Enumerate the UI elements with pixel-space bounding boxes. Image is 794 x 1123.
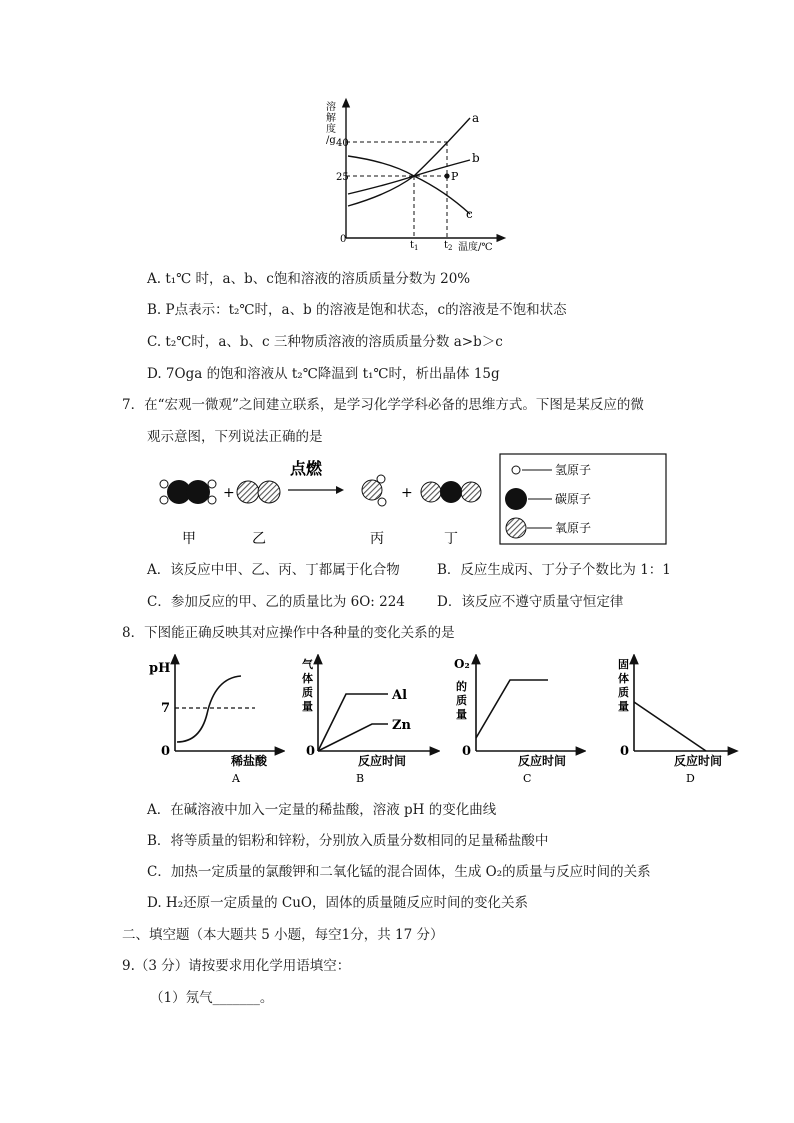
point-p: [444, 173, 449, 178]
graph-c-origin: 0: [462, 744, 472, 759]
label-jia: 甲: [182, 531, 196, 547]
q7-stem-line1: 7．在“宏观一微观”之间建立联系，是学习化学学科必备的思维方式。下图是某反应的微: [122, 397, 644, 413]
q8-stem: 8．下图能正确反映其对应操作中各种量的变化关系的是: [122, 625, 455, 641]
q8-option-c: C．加热一定质量的氯酸钾和二氧化锰的混合固体，生成 O₂的质量与反应时间的关系: [147, 864, 651, 880]
legend-carbon: 碳原子: [555, 492, 592, 506]
reaction-diagram: [150, 452, 670, 548]
q7-stem-line2: 观示意图，下列说法正确的是: [147, 429, 323, 445]
graph-a: [145, 654, 285, 784]
y-axis-label-3: 度: [326, 124, 336, 135]
y-tick-40: 40: [336, 138, 349, 149]
graph-a-y7: 7: [161, 701, 171, 716]
label-bing: 丙: [370, 531, 384, 547]
q8-option-a: A．在碱溶液中加入一定量的稀盐酸，溶液 pH 的变化曲线: [147, 802, 497, 818]
graph-c-line: [476, 680, 548, 738]
section-2-heading: 二、填空题（本大题共 5 小题，每空1分，共 17 分）: [122, 927, 444, 943]
reaction-condition: 点燃: [290, 459, 323, 478]
graph-b-caption: B: [356, 772, 365, 784]
x-axis-label: 温度/℃: [458, 242, 493, 253]
solubility-graph: [310, 96, 510, 256]
graph-c-ylabel-top: O₂: [454, 657, 470, 671]
graph-b-al-label: Al: [392, 688, 408, 703]
graph-a-caption: A: [232, 772, 240, 784]
q7-option-b: B．反应生成丙、丁分子个数比为 1：1: [437, 562, 671, 578]
graph-c: [446, 654, 586, 784]
legend-hydrogen: 氢原子: [555, 463, 592, 477]
graph-a-ylabel: pH: [149, 661, 171, 676]
y-axis-label-4: /g: [326, 135, 336, 146]
plus-1: +: [223, 485, 235, 501]
graph-b-ylabel-2: 体: [302, 672, 313, 685]
q7-option-a: A．该反应中甲、乙、丙、丁都属于化合物: [147, 562, 400, 578]
molecule-bing: [362, 475, 386, 506]
origin-label: 0: [340, 234, 347, 245]
point-p-label: P: [451, 170, 459, 183]
curve-a-label: a: [472, 111, 480, 125]
q6-option-a: A. t₁℃ 时，a、b、c饱和溶液的溶质质量分数为 20%: [147, 271, 471, 287]
graph-c-xlabel: 反应时间: [518, 754, 567, 768]
graph-d-line: [634, 702, 706, 751]
q6-option-c: C. t₂℃时，a、b、c 三种物质溶液的溶质质量分数 a>b＞c: [147, 334, 503, 350]
graph-b-origin: 0: [306, 744, 316, 759]
graph-a-origin: 0: [161, 744, 171, 759]
graph-c-ylabel-3: 量: [456, 708, 467, 721]
graph-c-caption: C: [523, 772, 532, 784]
q8-option-b: B．将等质量的铝粉和锌粉，分别放入质量分数相同的足量稀盐酸中: [147, 833, 549, 849]
graph-d-ylabel-4: 量: [618, 700, 629, 713]
molecule-jia: [160, 480, 216, 504]
graph-b-xlabel: 反应时间: [358, 754, 407, 768]
graph-a-curve: [177, 676, 241, 742]
graph-d: [594, 654, 744, 784]
q6-option-d: D. 7Oga 的饱和溶液从 t₂℃降温到 t₁℃时，析出晶体 15g: [147, 366, 500, 382]
graph-b-al-line: [318, 694, 388, 751]
graph-b-ylabel-3: 质: [302, 686, 313, 699]
x-tick-t2: $t_2$: [444, 240, 453, 252]
curve-c-label: c: [466, 207, 473, 221]
graph-d-origin: 0: [620, 744, 630, 759]
graph-d-caption: D: [686, 772, 695, 784]
graph-d-ylabel-2: 体: [618, 672, 629, 685]
plus-2: +: [401, 485, 413, 501]
y-axis-label-1: 溶: [326, 102, 336, 113]
graph-a-xlabel: 稀盐酸: [231, 754, 268, 768]
graph-b-ylabel-4: 量: [302, 700, 313, 713]
q7-option-d: D．该反应不遵守质量守恒定律: [437, 594, 624, 610]
graph-d-xlabel: 反应时间: [674, 754, 723, 768]
label-yi: 乙: [252, 531, 266, 547]
q6-option-b: B. P点表示：t₂℃时，a、b 的溶液是饱和状态，c的溶液是不饱和状态: [147, 302, 567, 318]
graph-c-ylabel-2: 质: [456, 694, 467, 707]
q9-item-1: （1）氖气_______。: [150, 990, 274, 1006]
q7-option-c: C．参加反应的甲、乙的质量比为 6O: 224: [147, 594, 405, 610]
y-tick-25: 25: [336, 172, 349, 183]
molecule-yi: [237, 481, 280, 503]
graph-b: [300, 654, 440, 784]
label-ding: 丁: [444, 531, 458, 547]
q9-stem: 9.（3 分）请按要求用化学用语填空：: [122, 958, 351, 974]
x-tick-t1: $t_1$: [410, 240, 419, 252]
curve-b-label: b: [472, 151, 480, 165]
graph-b-ylabel-1: 气: [302, 658, 313, 671]
curve-a: [348, 118, 470, 206]
graph-b-zn-label: Zn: [392, 718, 411, 733]
q8-option-d: D. H₂还原一定质量的 CuO，固体的质量随反应时间的变化关系: [147, 895, 528, 911]
graph-d-ylabel-1: 固: [618, 658, 629, 671]
graph-d-ylabel-3: 质: [618, 686, 629, 699]
molecule-ding: [421, 481, 481, 503]
graph-c-ylabel-1: 的: [456, 680, 467, 693]
legend-oxygen: 氧原子: [555, 521, 592, 535]
y-axis-label-2: 解: [326, 113, 336, 124]
